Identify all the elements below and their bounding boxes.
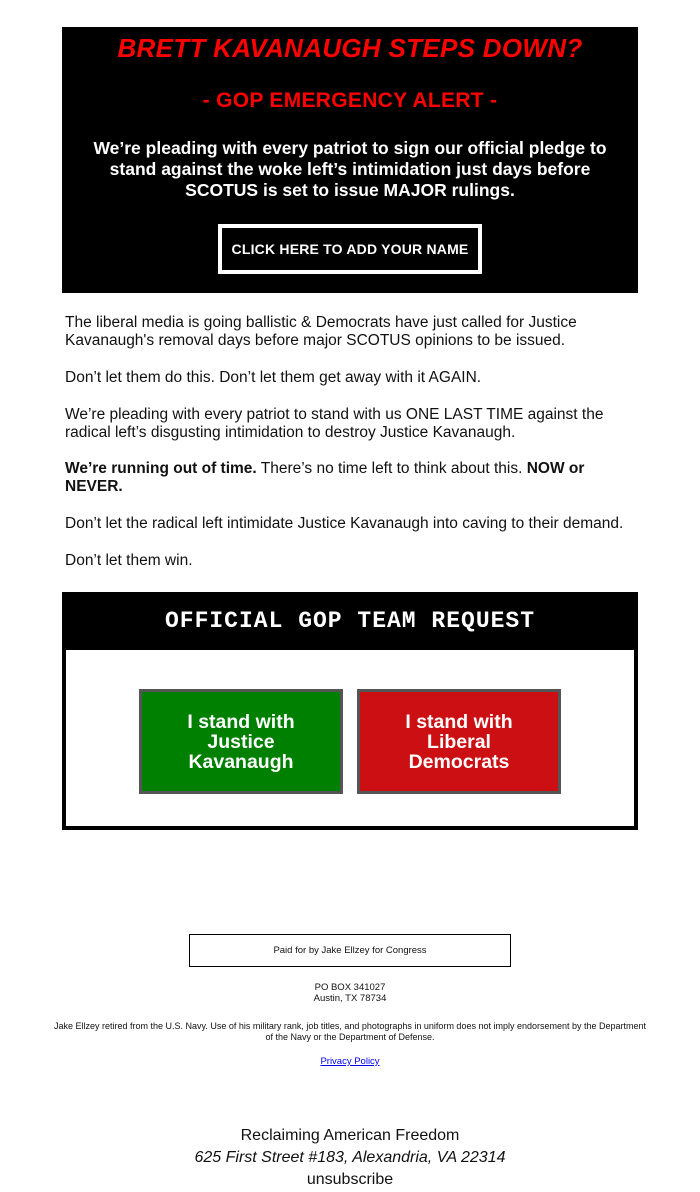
city-state-zip: Austin, TX 78734: [313, 993, 387, 1004]
unsubscribe-link[interactable]: unsubscribe: [306, 1171, 394, 1188]
military-disclaimer: Jake Ellzey retired from the U.S. Navy. Use of his military rank, job titles, and photographs in uniform does not imply endorsement by the Department of the Navy or the Department of Defense.: [53, 1021, 647, 1042]
vote-button-row: [66, 650, 634, 826]
alert-subheadline: - GOP EMERGENCY ALERT -: [202, 89, 498, 112]
emergency-alert-banner: [62, 27, 638, 293]
paragraph: We’re pleading with every patriot to stand with us ONE LAST TIME against the radical left’s disgusting intimidation to destroy Justice Kavanaugh.: [65, 406, 604, 441]
email-content: [62, 27, 638, 830]
alert-headline: BRETT KAVANAUGH STEPS DOWN?: [117, 33, 583, 63]
paragraph: Don’t let the radical left intimidate Justice Kavanaugh into caving to their demand.: [65, 515, 624, 532]
mailing-address: [0, 982, 700, 1004]
privacy-policy-link[interactable]: Privacy Policy: [320, 1056, 380, 1067]
bold-text: NOW or NEVER.: [65, 460, 585, 495]
org-name: Reclaiming American Freedom: [240, 1127, 460, 1144]
paragraph: The liberal media is going ballistic & Democrats have just called for Justice Kavanaugh's removal days before major SCOTUS opinions to be issued.: [65, 314, 577, 349]
stand-with-democrats-button[interactable]: I stand with Liberal Democrats: [357, 689, 561, 794]
add-your-name-button[interactable]: CLICK HERE TO ADD YOUR NAME: [218, 224, 483, 274]
paragraph: Don’t let them win.: [65, 552, 193, 569]
org-address: 625 First Street #183, Alexandria, VA 22314: [194, 1149, 506, 1166]
po-box: PO BOX 341027: [314, 982, 386, 993]
paragraph: Don’t let them do this. Don’t let them get away with it AGAIN.: [65, 369, 482, 386]
stand-with-kavanaugh-button[interactable]: I stand with Justice Kavanaugh: [139, 689, 343, 794]
paragraph-text: There’s no time left to think about this.: [256, 460, 527, 477]
request-header: OFFICIAL GOP TEAM REQUEST: [66, 596, 634, 650]
team-request-box: [62, 592, 638, 830]
bold-text: We’re running out of time.: [65, 460, 257, 477]
message-body: [62, 314, 638, 570]
privacy-row: [0, 1056, 700, 1067]
paragraph: [65, 460, 635, 496]
footer: [0, 1125, 700, 1191]
paid-for-disclaimer: Paid for by Jake Ellzey for Congress: [189, 934, 511, 967]
alert-body-text: We’re pleading with every patriot to sign our official pledge to stand against the woke left’s intimidation just days before SCOTUS is set to issue MAJOR rulings.: [93, 138, 607, 200]
